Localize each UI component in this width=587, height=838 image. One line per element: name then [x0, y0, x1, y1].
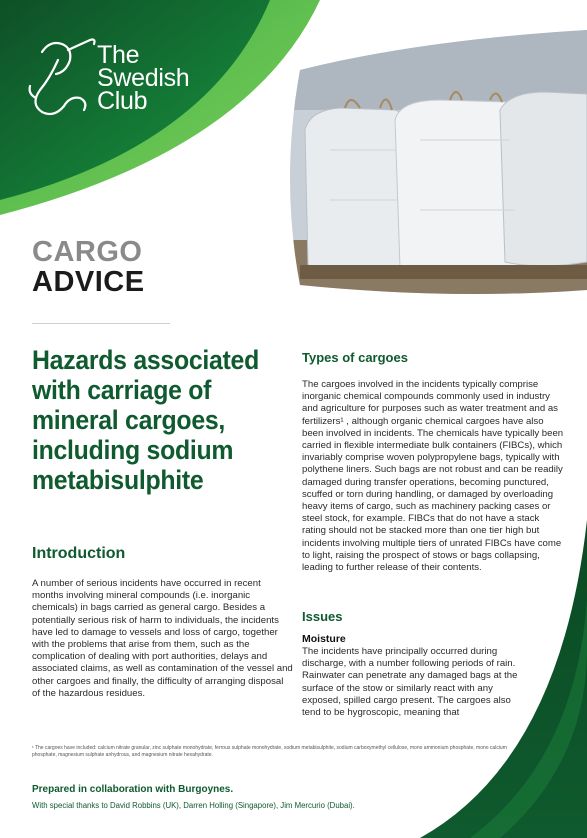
intro-heading: Introduction	[32, 545, 126, 562]
title-line: mineral cargoes,	[32, 405, 226, 435]
title-line: with carriage of	[32, 375, 212, 405]
brand-line-3: Club	[97, 87, 148, 115]
header-label: ADVICE	[32, 266, 145, 298]
title-line: including sodium	[32, 435, 234, 465]
title-line: metabisulphite	[32, 465, 204, 495]
footnote: ¹ The cargoes have included: calcium nitrate granular, zinc sulphate monohydrate, ferrous sulphate monohydrate, sodium metabisulphite, sodium carboxymethyl cellulose, mono ammonium phosphate, mono calcium phosphate, magnesium sulphate anhydrous, and magnesium nitrate hexahydrate.	[32, 745, 507, 758]
moisture-heading: Moisture	[302, 633, 346, 645]
cargo-bags-photo	[280, 20, 587, 300]
intro-paragraph: A number of serious incidents have occurred in recent months involving mineral compounds (i.e. inorganic chemicals) in bags carried as general cargo. Besides a potentially serious risk of harm to individuals, the incidents have led to damage to vessels and loss of cargo, together with the problems that arise from them, such as the complication of dealing with port authorities, delays and associated claims, as well as contamination of the vessel and other cargoes and finally, the difficulty of arranging disposal of the hazardous residues.	[32, 578, 293, 699]
header-divider	[32, 323, 170, 324]
moisture-paragraph: The incidents have principally occurred during discharge, with a number following periods of rain. Rainwater can penetrate any damaged bags at the surface of the stow or similarly react with any exposed, spilled cargo present. The cargoes also tend to be hygroscopic, meaning that	[302, 646, 518, 719]
title-line: Hazards associated	[32, 345, 259, 375]
issues-heading: Issues	[302, 609, 343, 624]
brand-line-1: The	[97, 41, 140, 69]
brand-wordmark	[97, 41, 190, 115]
types-paragraph: The cargoes involved in the incidents typically comprise inorganic chemical compounds commonly used in industry and agriculture for purposes such as water treatment and as fertilizers¹ , although organic chemical cargoes have also been involved in incidents. The chemicals have typically been carried in flexible intermediate bulk containers (FIBCs), which invariably comprise woven polypropylene bags, typically with polythene liners. Such bags are not robust and can be readily damaged during transfer operations, becoming punctured, scuffed or torn during handling, or damaged by overloading heavy items of cargo, such as machinery packing cases or steel stock, for example. FIBCs that do not have a stack rating should not be stacked more than one tier high but incidents involving multiple tiers of unrated FIBCs have come to light, raising the prospect of stows or bags collapsing, leading to further release of their contents.	[302, 379, 564, 574]
prepared-by: Prepared in collaboration with Burgoynes.	[32, 784, 234, 795]
types-heading: Types of cargoes	[302, 350, 408, 365]
header-kicker: CARGO	[32, 236, 143, 268]
brand-line-2: Swedish	[97, 64, 190, 92]
article-title	[32, 345, 257, 495]
acknowledgements: With special thanks to David Robbins (UK), Darren Holling (Singapore), Jim Mercurio (Dubai).	[32, 801, 355, 810]
